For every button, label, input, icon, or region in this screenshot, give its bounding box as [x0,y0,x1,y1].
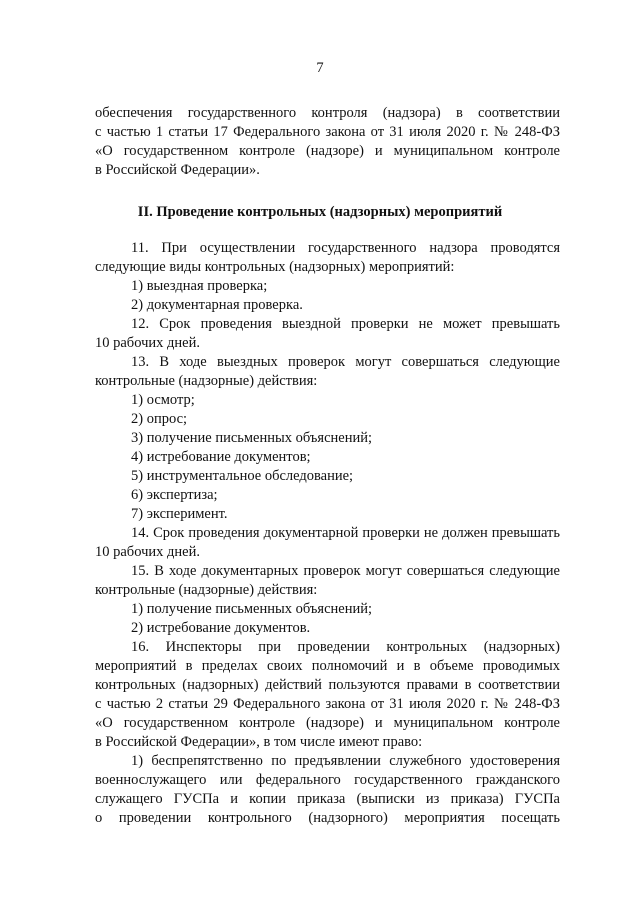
text-line: 16. Инспекторы при проведении контрольных (надзорных) [131,639,560,655]
text-line: контрольные (надзорные) действия: [95,582,318,598]
list-item: 6) экспертиза; [131,487,218,503]
text-line: 12. Срок проведения выездной проверки не может превышать [131,316,560,332]
text-line: в Российской Федерации». [95,162,260,178]
text-line: 13. В ходе выездных проверок могут совершаться следующие [131,354,560,370]
text-line: 1) беспрепятственно по предъявлении служебного удостоверения [131,753,560,769]
section-heading: II. Проведение контрольных (надзорных) мероприятий [137,204,503,220]
text-line: 10 рабочих дней. [95,544,200,560]
list-item: 2) истребование документов. [131,620,311,636]
list-item: 4) истребование документов; [131,449,311,465]
list-item: 2) опрос; [131,411,188,427]
list-item: 3) получение письменных объяснений; [131,430,373,446]
text-line: контрольных (надзорных) действий пользуются правами в соответствии [95,677,560,693]
text-line: «О государственном контроле (надзоре) и муниципальном контроле [95,715,560,731]
text-line: 14. Срок проведения документарной проверки не должен превышать [131,525,560,541]
text-line: мероприятий в пределах своих полномочий и в объеме проводимых [95,658,560,674]
text-line: военнослужащего или федерального государственного гражданского [95,772,560,788]
text-line: с частью 1 статьи 17 Федерального закона от 31 июля 2020 г. № 248-ФЗ [95,124,560,140]
text-line: с частью 2 статьи 29 Федерального закона от 31 июля 2020 г. № 248-ФЗ [95,696,560,712]
text-line: контрольные (надзорные) действия: [95,373,318,389]
list-item: 7) эксперимент. [131,506,228,522]
list-item: 1) получение письменных объяснений; [131,601,373,617]
list-item: 1) осмотр; [131,392,195,408]
list-item: 1) выездная проверка; [131,278,268,294]
list-item: 5) инструментальное обследование; [131,468,354,484]
text-line: 15. В ходе документарных проверок могут совершаться следующие [131,563,560,579]
text-line: обеспечения государственного контроля (надзора) в соответствии [95,105,560,121]
text-line: о проведении контрольного (надзорного) мероприятия посещать [95,810,560,826]
list-item: 2) документарная проверка. [131,297,303,313]
text-line: в Российской Федерации», в том числе имеют право: [95,734,423,750]
text-line: «О государственном контроле (надзоре) и муниципальном контроле [95,143,560,159]
text-line: 11. При осуществлении государственного надзора проводятся [131,240,560,256]
page-number: 7 [316,60,324,76]
text-line: 10 рабочих дней. [95,335,200,351]
text-line: следующие виды контрольных (надзорных) мероприятий: [95,259,455,275]
text-line: служащего ГУСПа и копии приказа (выписки из приказа) ГУСПа [95,791,560,807]
